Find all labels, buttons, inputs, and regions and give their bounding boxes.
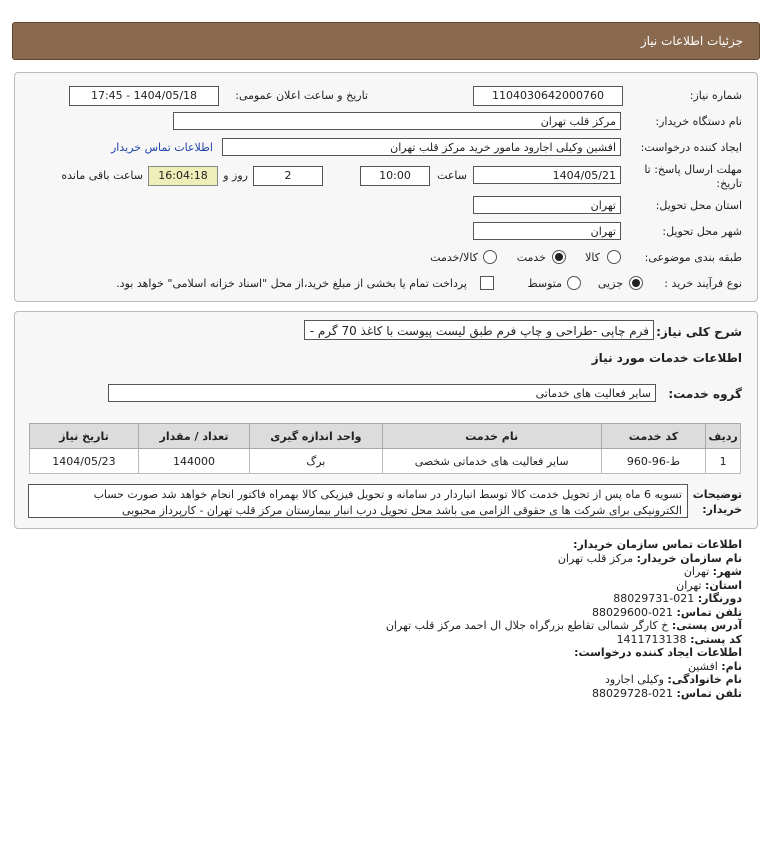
province-field: تهران [473, 196, 621, 214]
process-radio-minor[interactable] [629, 276, 643, 290]
cell-row: 1 [706, 449, 741, 474]
process-option-medium: متوسط [527, 277, 562, 290]
city-field: تهران [473, 222, 621, 240]
page-header [12, 22, 760, 60]
buyer-contact-link[interactable]: اطلاعات تماس خریدار [111, 141, 213, 154]
category-radio-goods[interactable] [607, 250, 621, 264]
remaining-time-field: 16:04:18 [148, 166, 218, 186]
notes-line-2: الکترونیکی برای شرکت ها ی حقوقی الزامی می باشد محل تحویل درب انبار بیمارستان مرکز قلب تهران - کارپرداز محبوبی [121, 504, 682, 517]
contact-title: اطلاعات تماس سازمان خریدار: [573, 538, 742, 551]
creator-info-title: اطلاعات ایجاد کننده درخواست: [574, 646, 742, 659]
notes-label-1: توضیحات [692, 488, 742, 501]
contact-postal-label: کد پستی: [690, 632, 742, 646]
creator-family-label: نام خانوادگی: [667, 673, 742, 686]
need-number-label: شماره نیاز: [689, 89, 742, 102]
announce-field: 1404/05/18 - 17:45 [69, 86, 219, 106]
notes-label-2: خریدار: [702, 503, 742, 516]
contact-postal: 1411713138 [616, 632, 687, 646]
creator-family: وکیلی اجارود [605, 673, 664, 686]
buyer-org-label: نام دستگاه خریدار: [655, 115, 742, 128]
service-group-label: گروه خدمت: [668, 387, 742, 401]
deadline-label-1: مهلت ارسال پاسخ: تا [644, 163, 742, 176]
buyer-notes [28, 484, 688, 518]
deadline-label-2: تاریخ: [716, 177, 742, 190]
announce-label: تاریخ و ساعت اعلان عمومی: [235, 89, 368, 102]
contact-section [42, 538, 742, 700]
col-service-code: کد خدمت [601, 424, 706, 449]
contact-address-label: آدرس پستی: [671, 619, 742, 632]
creator-name: افشین [687, 659, 718, 673]
col-unit: واحد اندازه گیری [250, 424, 383, 449]
category-option-goods-service: کالا/خدمت [430, 251, 478, 264]
need-info-panel [14, 72, 758, 302]
category-option-service: خدمت [516, 251, 546, 264]
contact-city-label: شهر: [712, 565, 742, 578]
category-radio-service[interactable] [552, 250, 566, 264]
province-label: استان محل تحویل: [655, 199, 742, 212]
service-group-field: سایر فعالیت های خدماتی [108, 384, 656, 402]
deadline-date-field: 1404/05/21 [473, 166, 621, 184]
summary-label: شرح کلی نیاز: [656, 325, 742, 339]
contact-province-label: استان: [705, 578, 742, 592]
notes-line-1: تسویه 6 ماه پس از تحویل خدمت کالا توسط انباردار در سامانه و تحویل فیزیکی کالا بهمراه فاکتور انجام خواهد شد صورت حساب [93, 488, 682, 501]
creator-name-label: نام: [721, 659, 742, 673]
col-row: ردیف [706, 424, 741, 449]
contact-city: تهران [683, 565, 710, 578]
cell-service-code: ط-96-960 [601, 449, 706, 474]
cell-service-name: سایر فعالیت های خدماتی شخصی [382, 449, 601, 474]
services-title: اطلاعات خدمات مورد نیاز [591, 351, 742, 365]
creator-phone: 021-88029728 [592, 686, 674, 700]
contact-phone: 021-88029600 [592, 605, 674, 619]
contact-province: تهران [676, 578, 702, 592]
remaining-label: ساعت باقی مانده [61, 169, 143, 182]
contact-address: خ کارگر شمالی تقاطع بزرگراه جلال ال احمد مرکز قلب تهران [385, 619, 669, 632]
services-table [29, 423, 741, 474]
table-row [30, 449, 741, 474]
contact-org: مرکز قلب تهران [557, 551, 634, 565]
category-option-goods: کالا [585, 251, 600, 264]
col-quantity: تعداد / مقدار [138, 424, 249, 449]
category-radio-goods-service[interactable] [483, 250, 497, 264]
table-header-row [30, 424, 741, 449]
col-service-name: نام خدمت [382, 424, 601, 449]
deadline-time-field: 10:00 [360, 166, 430, 186]
contact-fax: 021-88029731 [613, 592, 695, 605]
creator-field: افشین وکیلی اجارود مامور خرید مرکز قلب تهران [222, 138, 621, 156]
treasury-payment-checkbox[interactable] [480, 276, 494, 290]
cell-need-date: 1404/05/23 [30, 449, 139, 474]
contact-fax-label: دورنگار: [697, 592, 742, 605]
process-label: نوع فرآیند خرید : [664, 277, 742, 290]
creator-label: ایجاد کننده درخواست: [640, 141, 742, 154]
deadline-time-label: ساعت [437, 169, 467, 182]
creator-phone-label: تلفن تماس: [676, 686, 742, 700]
treasury-payment-note: پرداخت تمام یا بخشی از مبلغ خرید،از محل "اسناد خزانه اسلامی" خواهد بود. [116, 277, 467, 290]
city-label: شهر محل تحویل: [662, 225, 742, 238]
summary-field: فرم چاپی -طراحی و چاپ فرم طبق لیست پیوست با کاغذ 70 گرم - [304, 320, 654, 340]
need-number-field: 1104030642000760 [473, 86, 623, 106]
buyer-org-field: مرکز قلب تهران [173, 112, 621, 130]
cell-quantity: 144000 [138, 449, 249, 474]
col-need-date: تاریخ نیاز [30, 424, 139, 449]
days-field: 2 [253, 166, 323, 186]
contact-org-label: نام سازمان خریدار: [636, 551, 742, 565]
days-label: روز و [223, 169, 248, 182]
process-option-minor: جزیی [597, 277, 623, 290]
contact-phone-label: تلفن تماس: [676, 605, 742, 619]
category-label: طبقه بندی موضوعی: [644, 251, 742, 264]
cell-unit: برگ [250, 449, 383, 474]
page-title: جزئیات اطلاعات نیاز [640, 34, 743, 48]
process-radio-medium[interactable] [567, 276, 581, 290]
